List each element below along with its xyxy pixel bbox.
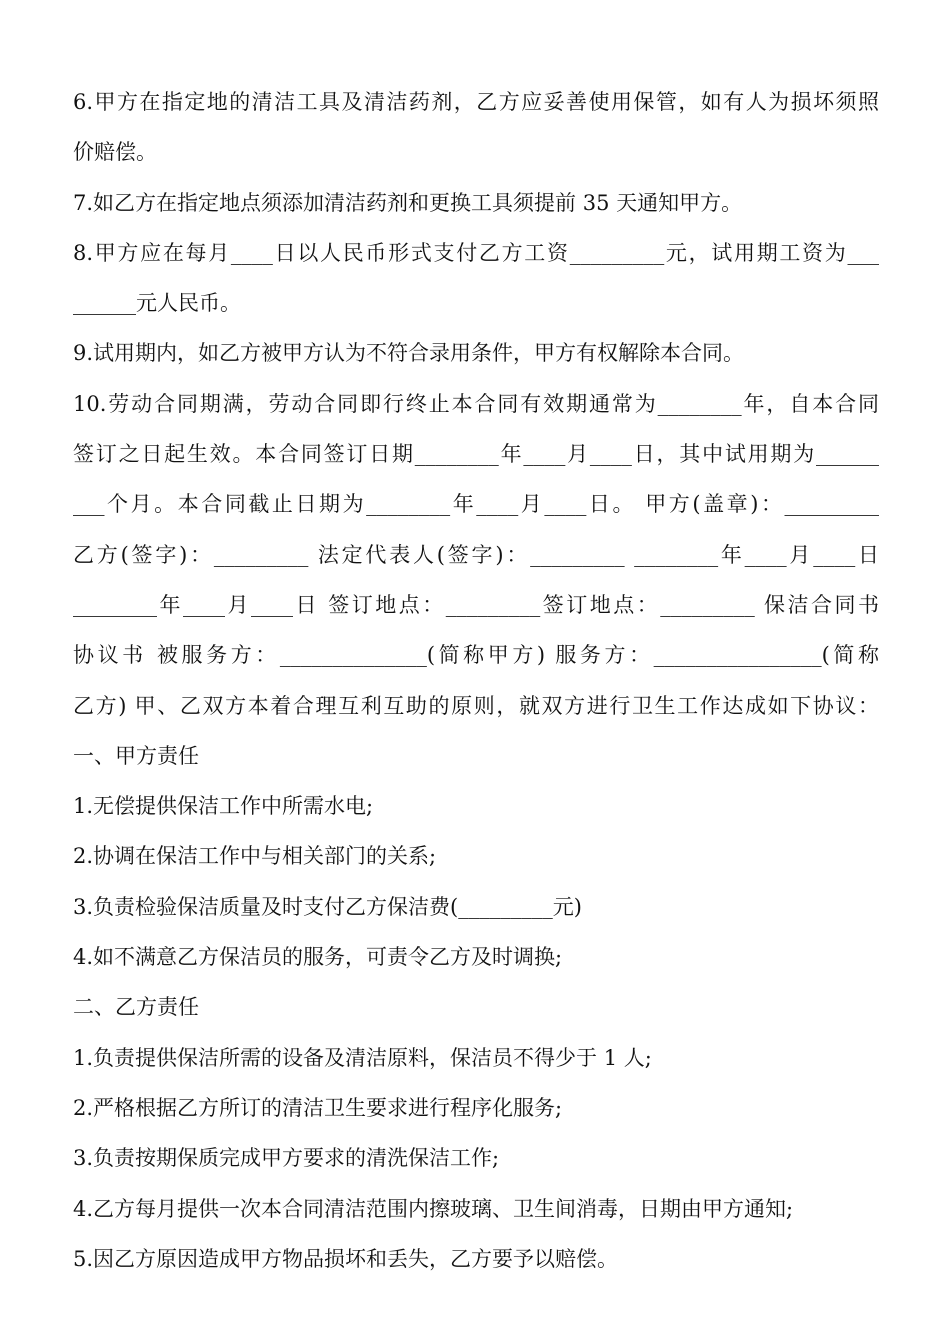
text-line: 7.如乙方在指定地点须添加清洁药剂和更换工具须提前 35 天通知甲方。 <box>73 190 743 215</box>
text-line: 9.试用期内，如乙方被甲方认为不符合录用条件，甲方有权解除本合同。 <box>73 341 745 366</box>
text-line: 协议书 被服务方：______________(简称甲方) 服务方：________________(简称 <box>73 643 879 668</box>
text-line: 6.甲方在指定地的清洁工具及清洁药剂，乙方应妥善使用保管，如有人为损坏须照 <box>73 90 879 114</box>
text-line: 3.负责按期保质完成甲方要求的清洗保洁工作; <box>73 1146 500 1171</box>
text-line: ___个月。本合同截止日期为________年____月____日。 甲方(盖章)：_________ <box>73 492 879 517</box>
text-line: 价赔偿。 <box>73 140 157 165</box>
section-heading: 二、乙方责任 <box>73 995 199 1020</box>
text-line: ______元人民币。 <box>73 291 241 316</box>
text-line: ________年____月____日 签订地点：_________签订地点：_________ 保洁合同书 <box>73 592 879 617</box>
section-heading: 一、甲方责任 <box>73 743 199 768</box>
text-line: 1.无偿提供保洁工作中所需水电; <box>73 794 374 819</box>
text-line: 1.负责提供保洁所需的设备及清洁原料，保洁员不得少于 1 人; <box>73 1045 652 1070</box>
text-line: 3.负责检验保洁质量及时支付乙方保洁费(_________元) <box>73 894 582 919</box>
text-line: 10.劳动合同期满，劳动合同即行终止本合同有效期通常为________年，自本合同 <box>73 391 879 416</box>
text-line: 乙方) 甲、乙双方本着合理互利互助的原则，就双方进行卫生工作达成如下协议： <box>73 693 879 718</box>
text-line: 2.严格根据乙方所订的清洁卫生要求进行程序化服务; <box>73 1095 563 1120</box>
text-line: 8.甲方应在每月____日以人民币形式支付乙方工资_________元，试用期工资为___ <box>73 240 879 265</box>
document-page <box>73 79 879 1286</box>
text-line: 5.因乙方原因造成甲方物品损坏和丢失，乙方要予以赔偿。 <box>73 1246 619 1271</box>
text-line: 2.协调在保洁工作中与相关部门的关系; <box>73 844 437 869</box>
text-line: 4.乙方每月提供一次本合同清洁范围内擦玻璃、卫生间消毒，日期由甲方通知; <box>73 1196 794 1221</box>
text-line: 签订之日起生效。本合同签订日期________年____月____日，其中试用期为______ <box>73 442 879 467</box>
text-line: 4.如不满意乙方保洁员的服务，可责令乙方及时调换; <box>73 945 563 970</box>
text-line: 乙方(签字)：_________ 法定代表人(签字)：_________ ________年____月____日 <box>73 542 879 567</box>
